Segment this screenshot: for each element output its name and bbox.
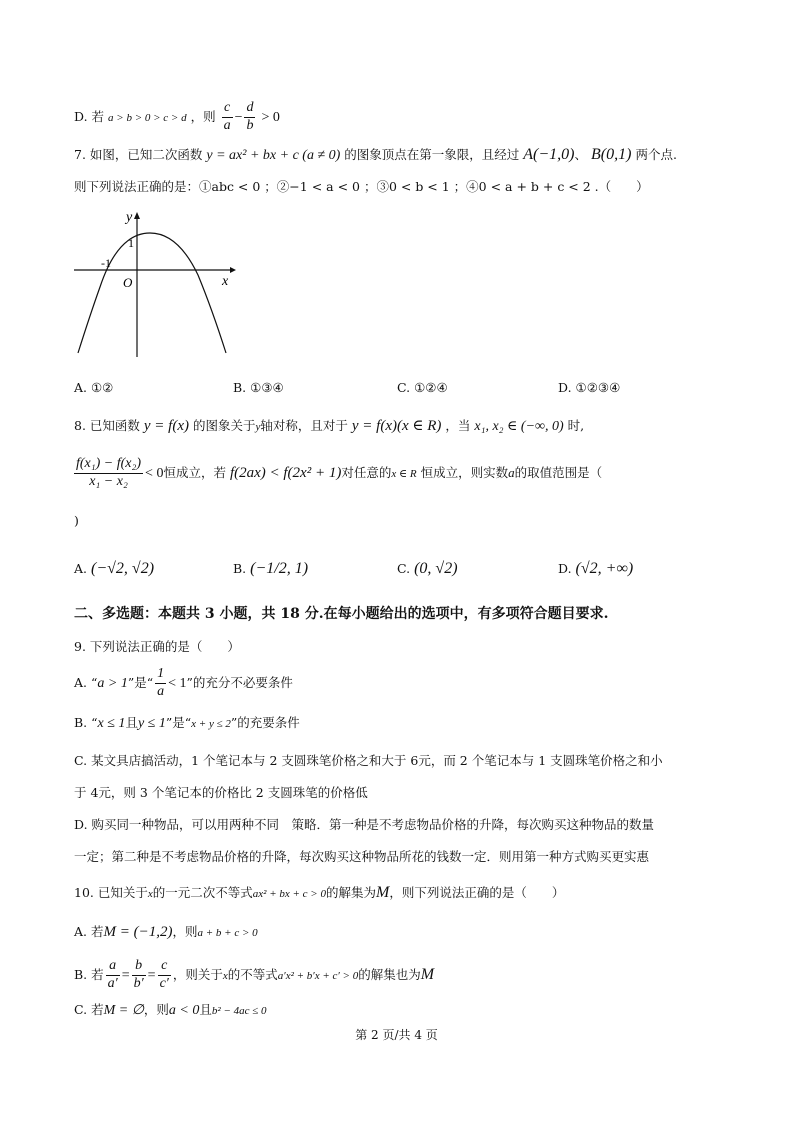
- q10-option-c[interactable]: C. 若M = ∅，则a < 0且b² − 4ac ≤ 0: [74, 1002, 267, 1018]
- q8-stem-line2: $\frac{\text{f(x₁) − f(x₂)}}{\text{x₁ − x₂}}$ < 0恒成立，若 f(2ax) < f(2x² + 1)对任意的x ∈ R 恒成立，则实数a的取值范围是（: [76, 456, 603, 489]
- q6-option-d: D. 若 a > b > 0 > c > d ，则 $\frac{c}{a}$ − $\frac{d}{b}$ > 0: [74, 100, 280, 133]
- q8-stem-line3: ): [74, 513, 79, 528]
- q8-option-d[interactable]: D. (√2, +∞): [558, 560, 634, 577]
- q9-option-d-line2: 一定；第二种是不考虑物品价格的升降，每次购买这种物品所花的钱数一定．则用第一种方式购买更实惠: [74, 849, 650, 864]
- q9-option-c-line1[interactable]: C. 某文具店搞活动，1 个笔记本与 2 支圆珠笔价格之和大于 6元，而 2 个笔记本与 1 支圆珠笔价格之和小: [74, 753, 663, 768]
- q7-stem-line2: 则下列说法正确的是：①abc < 0 ；②−1 < a < 0 ；③0 < b < 1 ；④0 < a + b + c < 2 .（ ）: [74, 179, 649, 194]
- parabola-curve: [78, 233, 226, 353]
- q8-option-b[interactable]: B. (−1/2, 1): [233, 560, 309, 577]
- q8-option-a[interactable]: A. (−√2, √2): [74, 560, 155, 577]
- q8-stem-line1: 8. 已知函数 y = f(x) 的图象关于y轴对称，且对于 y = f(x)(x ∈ R) ，当 x₁, x₂ ∈ (−∞, 0) 时,: [74, 418, 585, 434]
- y-axis-label: y: [126, 210, 133, 225]
- x-axis-label: x: [222, 274, 229, 289]
- q9-option-d-line1[interactable]: D. 购买同一种物品，可以用两种不同 策略．第一种是不考虑物品价格的升降，每次购买这种物品的数量: [74, 817, 655, 832]
- q9-option-c-line2: 于 4元，则 3 个笔记本的价格比 2 支圆珠笔的价格低: [74, 785, 368, 800]
- q7-option-d[interactable]: D. ①②③④: [558, 380, 621, 395]
- q9-option-a[interactable]: A. “a > 1”是“ $\frac{1}{a}$ < 1”的充分不必要条件: [74, 666, 293, 699]
- q9-stem: 9. 下列说法正确的是（ ）: [74, 639, 240, 654]
- q7-option-a[interactable]: A. ①②: [74, 380, 114, 395]
- page-footer: 第 2 页/共 4 页: [355, 1028, 438, 1042]
- q10-option-b[interactable]: B. 若 $\frac{a}{a'}$ = $\frac{b}{b'}$ = $\frac{c}{c'}$ ，则关于x的不等式a′x² + b′x + c′ > 0的解集也为M: [74, 958, 435, 991]
- x-tick-neg1: -1: [101, 256, 111, 270]
- q10-stem: 10. 已知关于x的一元二次不等式ax² + bx + c > 0的解集为M，则下列说法正确的是（ ）: [74, 884, 565, 901]
- q8-option-c[interactable]: C. (0, √2): [397, 560, 458, 577]
- q7-stem-line1: 7. 如图，已知二次函数 y = ax² + bx + c (a ≠ 0) 的图象顶点在第一象限，且经过 A(−1,0)、 B(0,1) 两个点.: [74, 146, 677, 163]
- q7-parabola-graph: [70, 205, 240, 365]
- q10-option-a[interactable]: A. 若M = (−1,2)，则a + b + c > 0: [74, 924, 258, 940]
- section-heading-multiple-choice: 二、多选题：本题共 3 小题，共 18 分.在每小题给出的选项中，有多项符合题目要求.: [74, 606, 609, 622]
- y-axis-arrow: [134, 212, 140, 219]
- q9-option-b[interactable]: B. “x ≤ 1且y ≤ 1”是“x + y ≤ 2”的充要条件: [74, 715, 300, 731]
- origin-label: O: [123, 275, 133, 290]
- y-tick-1: 1: [128, 236, 134, 250]
- x-axis-arrow: [230, 267, 236, 273]
- q7-option-c[interactable]: C. ①②④: [397, 380, 448, 395]
- q7-option-b[interactable]: B. ①③④: [233, 380, 284, 395]
